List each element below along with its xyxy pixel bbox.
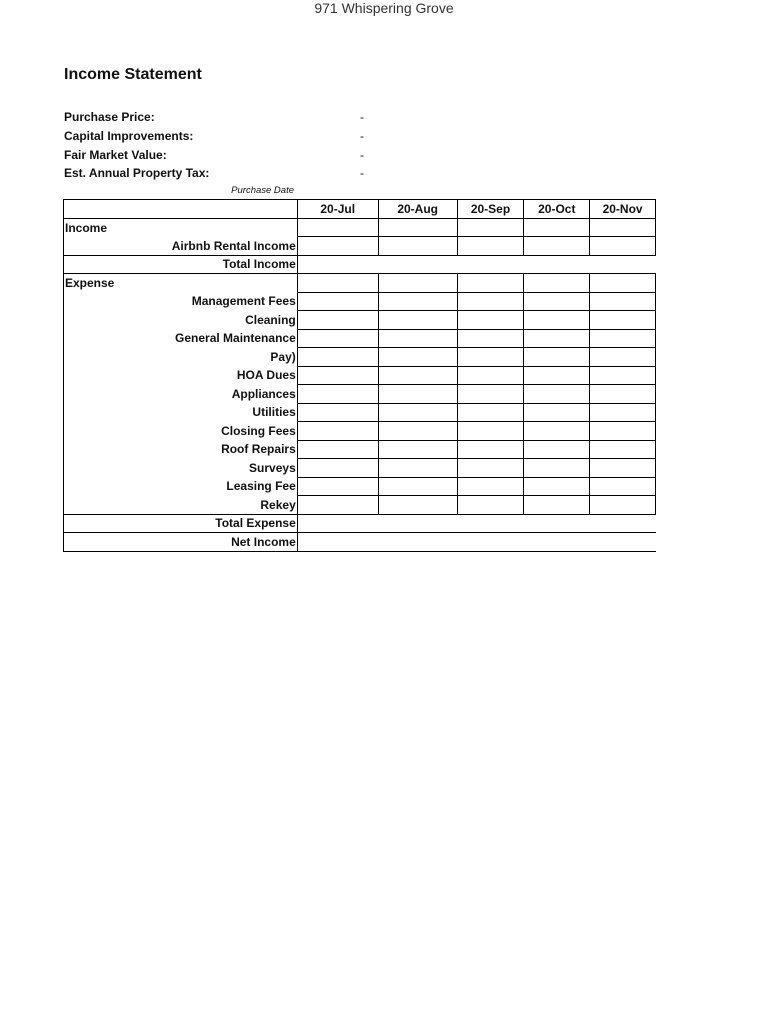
value-cell[interactable] [590,459,656,478]
value-cell[interactable] [378,237,457,256]
value-cell[interactable] [524,274,590,293]
property-tax-value: - [360,166,364,181]
fair-market-value-label: Fair Market Value: [64,147,167,162]
value-cell[interactable] [297,292,378,311]
value-cell[interactable] [457,422,524,441]
income-section-label: Income [64,218,298,237]
value-cell[interactable] [457,218,524,237]
value-cell[interactable] [297,366,378,385]
expense-section-label: Expense [64,274,298,293]
value-cell[interactable] [378,496,457,515]
expense-item-label: HOA Dues [64,366,298,385]
expense-item-label: Closing Fees [64,422,298,441]
value-cell[interactable] [457,440,524,459]
value-cell[interactable] [297,385,378,404]
income-item-label: Airbnb Rental Income [64,237,298,256]
value-cell[interactable] [590,366,656,385]
expense-item-row [64,440,656,459]
value-cell[interactable] [457,459,524,478]
expense-item-row [64,311,656,330]
value-cell[interactable] [590,496,656,515]
value-cell[interactable] [590,311,656,330]
expense-item-row [64,292,656,311]
value-cell[interactable] [524,459,590,478]
value-cell[interactable] [297,440,378,459]
expense-item-label: Rekey [64,496,298,515]
value-cell[interactable] [297,496,378,515]
value-cell[interactable] [590,440,656,459]
value-cell[interactable] [457,403,524,422]
value-cell[interactable] [378,403,457,422]
purchase-price-label: Purchase Price: [64,110,155,125]
month-header-row [64,200,656,219]
value-cell[interactable] [457,274,524,293]
expense-item-row [64,366,656,385]
value-cell[interactable] [590,348,656,367]
expense-item-label: Management Fees [64,292,298,311]
value-cell[interactable] [457,311,524,330]
value-cell[interactable] [378,385,457,404]
expense-item-row [64,496,656,515]
value-cell[interactable] [297,218,378,237]
value-cell[interactable] [457,292,524,311]
income-item-row [64,237,656,256]
value-cell[interactable] [524,348,590,367]
month-header: 20-Oct [524,200,590,219]
expense-item-row [64,459,656,478]
income-statement-table [63,199,656,552]
value-cell[interactable] [457,366,524,385]
value-cell[interactable] [378,292,457,311]
fair-market-value-value: - [360,147,364,162]
value-cell[interactable] [378,459,457,478]
expense-item-label: Leasing Fee [64,477,298,496]
purchase-price-row [64,108,384,127]
value-cell[interactable] [524,422,590,441]
expense-item-label: General Maintenance [64,329,298,348]
net-income-row [64,533,656,552]
capital-improvements-value: - [360,129,364,144]
value-cell[interactable] [590,385,656,404]
income-section-row [64,218,656,237]
total-expense-row [64,514,656,533]
expense-item-row [64,329,656,348]
value-cell[interactable] [297,311,378,330]
expense-item-row [64,477,656,496]
value-cell-merged[interactable] [297,514,655,533]
value-cell-merged[interactable] [297,255,655,274]
value-cell[interactable] [457,329,524,348]
value-cell[interactable] [590,274,656,293]
expense-item-row [64,403,656,422]
value-cell[interactable] [590,403,656,422]
value-cell[interactable] [378,218,457,237]
expense-item-label: Surveys [64,459,298,478]
value-cell[interactable] [378,477,457,496]
value-cell[interactable] [297,274,378,293]
value-cell[interactable] [524,385,590,404]
month-header: 20-Aug [378,200,457,219]
value-cell[interactable] [297,348,378,367]
value-cell[interactable] [297,422,378,441]
value-cell[interactable] [524,403,590,422]
value-cell[interactable] [590,237,656,256]
statement-title: Income Statement [64,66,202,83]
value-cell[interactable] [378,329,457,348]
value-cell[interactable] [524,329,590,348]
expense-item-label: Cleaning [64,311,298,330]
expense-item-row [64,422,656,441]
value-cell[interactable] [524,292,590,311]
month-header: 20-Sep [457,200,524,219]
value-cell[interactable] [297,237,378,256]
value-cell[interactable] [524,237,590,256]
total-expense-label: Total Expense [64,514,298,533]
purchase-price-value: - [360,110,364,125]
corner-cell [64,200,298,219]
expense-item-row [64,385,656,404]
total-income-row [64,255,656,274]
value-cell[interactable] [378,440,457,459]
total-income-label: Total Income [64,255,298,274]
value-cell[interactable] [524,496,590,515]
purchase-date-note: Purchase Date [231,185,294,196]
value-cell[interactable] [524,477,590,496]
value-cell[interactable] [378,348,457,367]
value-cell[interactable] [590,477,656,496]
value-cell[interactable] [524,440,590,459]
value-cell[interactable] [378,422,457,441]
capital-improvements-row [64,127,384,146]
fair-market-value-row [64,145,384,164]
property-tax-label: Est. Annual Property Tax: [64,166,210,181]
value-cell[interactable] [297,329,378,348]
value-cell[interactable] [457,237,524,256]
month-header: 20-Nov [590,200,656,219]
value-cell[interactable] [297,477,378,496]
value-cell[interactable] [297,403,378,422]
value-cell[interactable] [590,329,656,348]
value-cell[interactable] [590,218,656,237]
value-cell[interactable] [297,459,378,478]
value-cell-merged[interactable] [297,533,655,552]
expense-item-label: Appliances [64,385,298,404]
net-income-label: Net Income [64,533,298,552]
value-cell[interactable] [378,311,457,330]
value-cell[interactable] [524,311,590,330]
value-cell[interactable] [524,218,590,237]
value-cell[interactable] [457,385,524,404]
value-cell[interactable] [524,366,590,385]
expense-item-label: Pay) [64,348,298,367]
value-cell[interactable] [457,477,524,496]
value-cell[interactable] [457,348,524,367]
page-header: 971 Whispering Grove [314,0,454,16]
month-header: 20-Jul [297,200,378,219]
value-cell[interactable] [590,422,656,441]
value-cell[interactable] [590,292,656,311]
property-tax-row [64,164,384,183]
capital-improvements-label: Capital Improvements: [64,129,194,144]
expense-item-label: Utilities [64,403,298,422]
value-cell[interactable] [457,496,524,515]
expense-item-row [64,348,656,367]
expense-section-row [64,274,656,293]
value-cell[interactable] [378,274,457,293]
value-cell[interactable] [378,366,457,385]
expense-item-label: Roof Repairs [64,440,298,459]
summary-block [64,108,384,183]
